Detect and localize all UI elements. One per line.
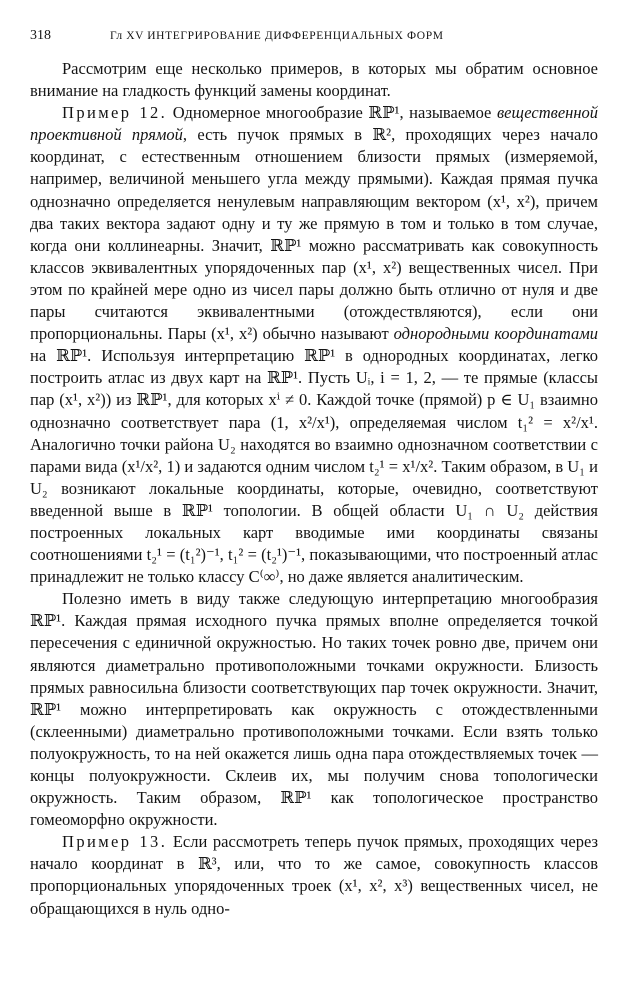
example-12-text-c: на ℝℙ¹. Используя интерпретацию ℝℙ¹ в однородных координатах, легко построить атлас из двух карт на ℝℙ¹. Пусть Uᵢ, i = 1, 2, — те прямые (классы пар (x¹, x²)) из ℝℙ¹, для которых xⁱ ≠ 0. Каждой точке (прямой) p ∈ U₁ взаимно однозначно соответствует пара (1, x²/x¹), определяемая числом t₁² = x²/x¹. Аналогично точки района U₂ находятся во взаимно однозначном соответствии с парами вида (x¹/x², 1) и задаются одним числом t₂¹ = x¹/x². Таким образом, в U₁ и U₂ возникают локальные координаты, которые, очевидно, соответствуют введенной выше в ℝℙ¹ топологии. В общей области U₁ ∩ U₂ действия построенных локальных карт вводимые ими координаты связаны соотношениями t₂¹ = (t₁²)⁻¹, t₁² = (t₂¹)⁻¹, показывающими, что построенный атлас принадлежит не только классу C⁽∞⁾, но даже является аналитическим. <box>30 346 598 587</box>
example-12-term: вещественной проективной прямой <box>30 103 599 145</box>
example-13-label: Пример 13. <box>62 832 168 852</box>
example-13-text: Если рассмотреть теперь пучок прямых, проходящих через начало координат в ℝ³, или, что то же самое, совокупность классов пропорциональных упорядоченных троек (x¹, x², x³) вещественных чисел, не обращающихся в нуль одно- <box>30 832 599 918</box>
book-page <box>30 22 598 982</box>
page-number: 318 <box>30 28 51 43</box>
paragraph-example-13 <box>30 831 598 919</box>
example-12-text-a: Одномерное многообразие ℝℙ¹, называемое <box>167 103 497 123</box>
example-12-label: Пример 12. <box>62 103 168 123</box>
example-12-text-b: , есть пучок прямых в ℝ², проходящих через начало координат, с естественным отношением близости прямых (измеряемой, например, величиной меньшего угла между прямыми). Каждая прямая пучка однозначно определяется ненулевым направляющим вектором (x¹, x²), причем два таких вектора задают одну и ту же прямую в том и только в том случае, когда они коллинеарны. Значит, ℝℙ¹ можно рассматривать как совокупность классов эквивалентных упорядоченных пар (x¹, x²) вещественных чисел. При этом по крайней мере одно из чисел пары должно быть отлично от нуля и две пары считаются эквивалентными (отождествляются), если они пропорциональны. Пары (x¹, x²) обычно называют <box>30 125 598 344</box>
running-title: Гл XV ИНТЕГРИРОВАНИЕ ДИФФЕРЕНЦИАЛЬНЫХ ФОРМ <box>110 30 444 42</box>
paragraph-example-12 <box>30 102 598 588</box>
paragraph-interpretation: Полезно иметь в виду также следующую интерпретацию многообразия ℝℙ¹. Каждая прямая исходного пучка прямых вполне определяется точкой пересечения с единичной окружностью. Но таких точек ровно две, причем они являются диаметрально противоположными точками окружности. Близость прямых равносильна близости соответствующих пар точек окружности. Значит, ℝℙ¹ можно интерпретировать как окружность с отождествленными (склеенными) диаметрально противоположными точками. Если взять только полуокружность, то на ней окажется лишь одна пара отождествляемых точек — концы полуокружности. Склеив их, мы получим снова топологически окружность. Таким образом, ℝℙ¹ как топологическое пространство гомеоморфно окружности. <box>30 589 598 830</box>
example-12-term-2: однородными координатами <box>393 324 598 344</box>
page-header <box>30 22 598 44</box>
paragraph-intro: Рассмотрим еще несколько примеров, в которых мы обратим основное внимание на гладкость функций замены координат. <box>30 59 598 101</box>
